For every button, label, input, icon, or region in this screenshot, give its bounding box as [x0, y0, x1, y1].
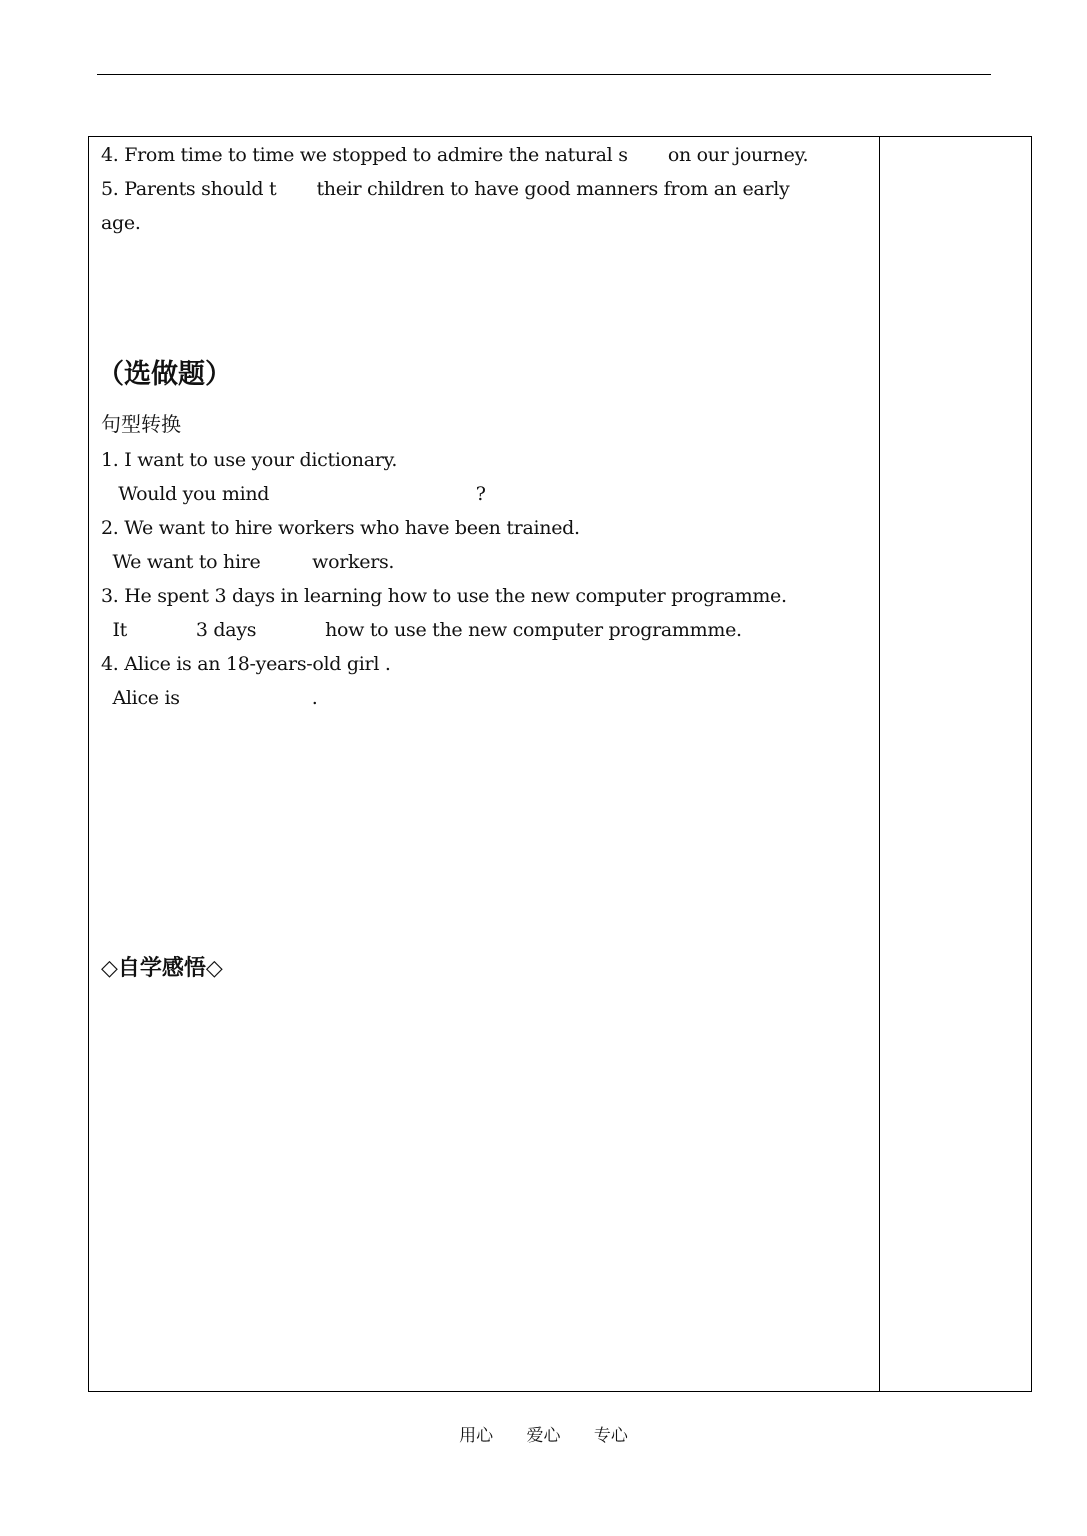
fill-in-question-5-continued: age. — [101, 212, 141, 234]
transform-question-1: 1. I want to use your dictionary. — [101, 449, 398, 471]
worksheet-table — [88, 136, 1032, 1392]
footer-item-1: 用心 — [459, 1426, 494, 1446]
transform-question-3: 3. He spent 3 days in learning how to use the new computer programme. — [101, 585, 787, 607]
fill-in-question-5: 5. Parents should t their children to have good manners from an early — [101, 178, 790, 200]
transform-answer-2: We want to hire workers. — [101, 551, 395, 573]
optional-section-heading: （选做题） — [97, 359, 232, 390]
main-content-cell — [89, 137, 879, 1391]
transform-question-2: 2. We want to hire workers who have been trained. — [101, 517, 580, 539]
page-footer — [0, 1424, 1087, 1448]
reflection-heading: ◇自学感悟◇ — [101, 956, 223, 981]
sentence-transform-subheading: 句型转换 — [101, 412, 181, 436]
transform-answer-4: Alice is . — [101, 687, 318, 709]
header-rule — [97, 74, 991, 75]
footer-item-2: 爱心 — [526, 1426, 561, 1446]
footer-item-3: 专心 — [593, 1426, 628, 1446]
transform-question-4: 4. Alice is an 18-years-old girl . — [101, 653, 391, 675]
transform-answer-1: Would you mind ? — [101, 483, 486, 505]
fill-in-question-4: 4. From time to time we stopped to admire the natural s on our journey. — [101, 144, 809, 166]
notes-cell — [880, 137, 1031, 1391]
transform-answer-3: It 3 days how to use the new computer programmme. — [101, 619, 742, 641]
